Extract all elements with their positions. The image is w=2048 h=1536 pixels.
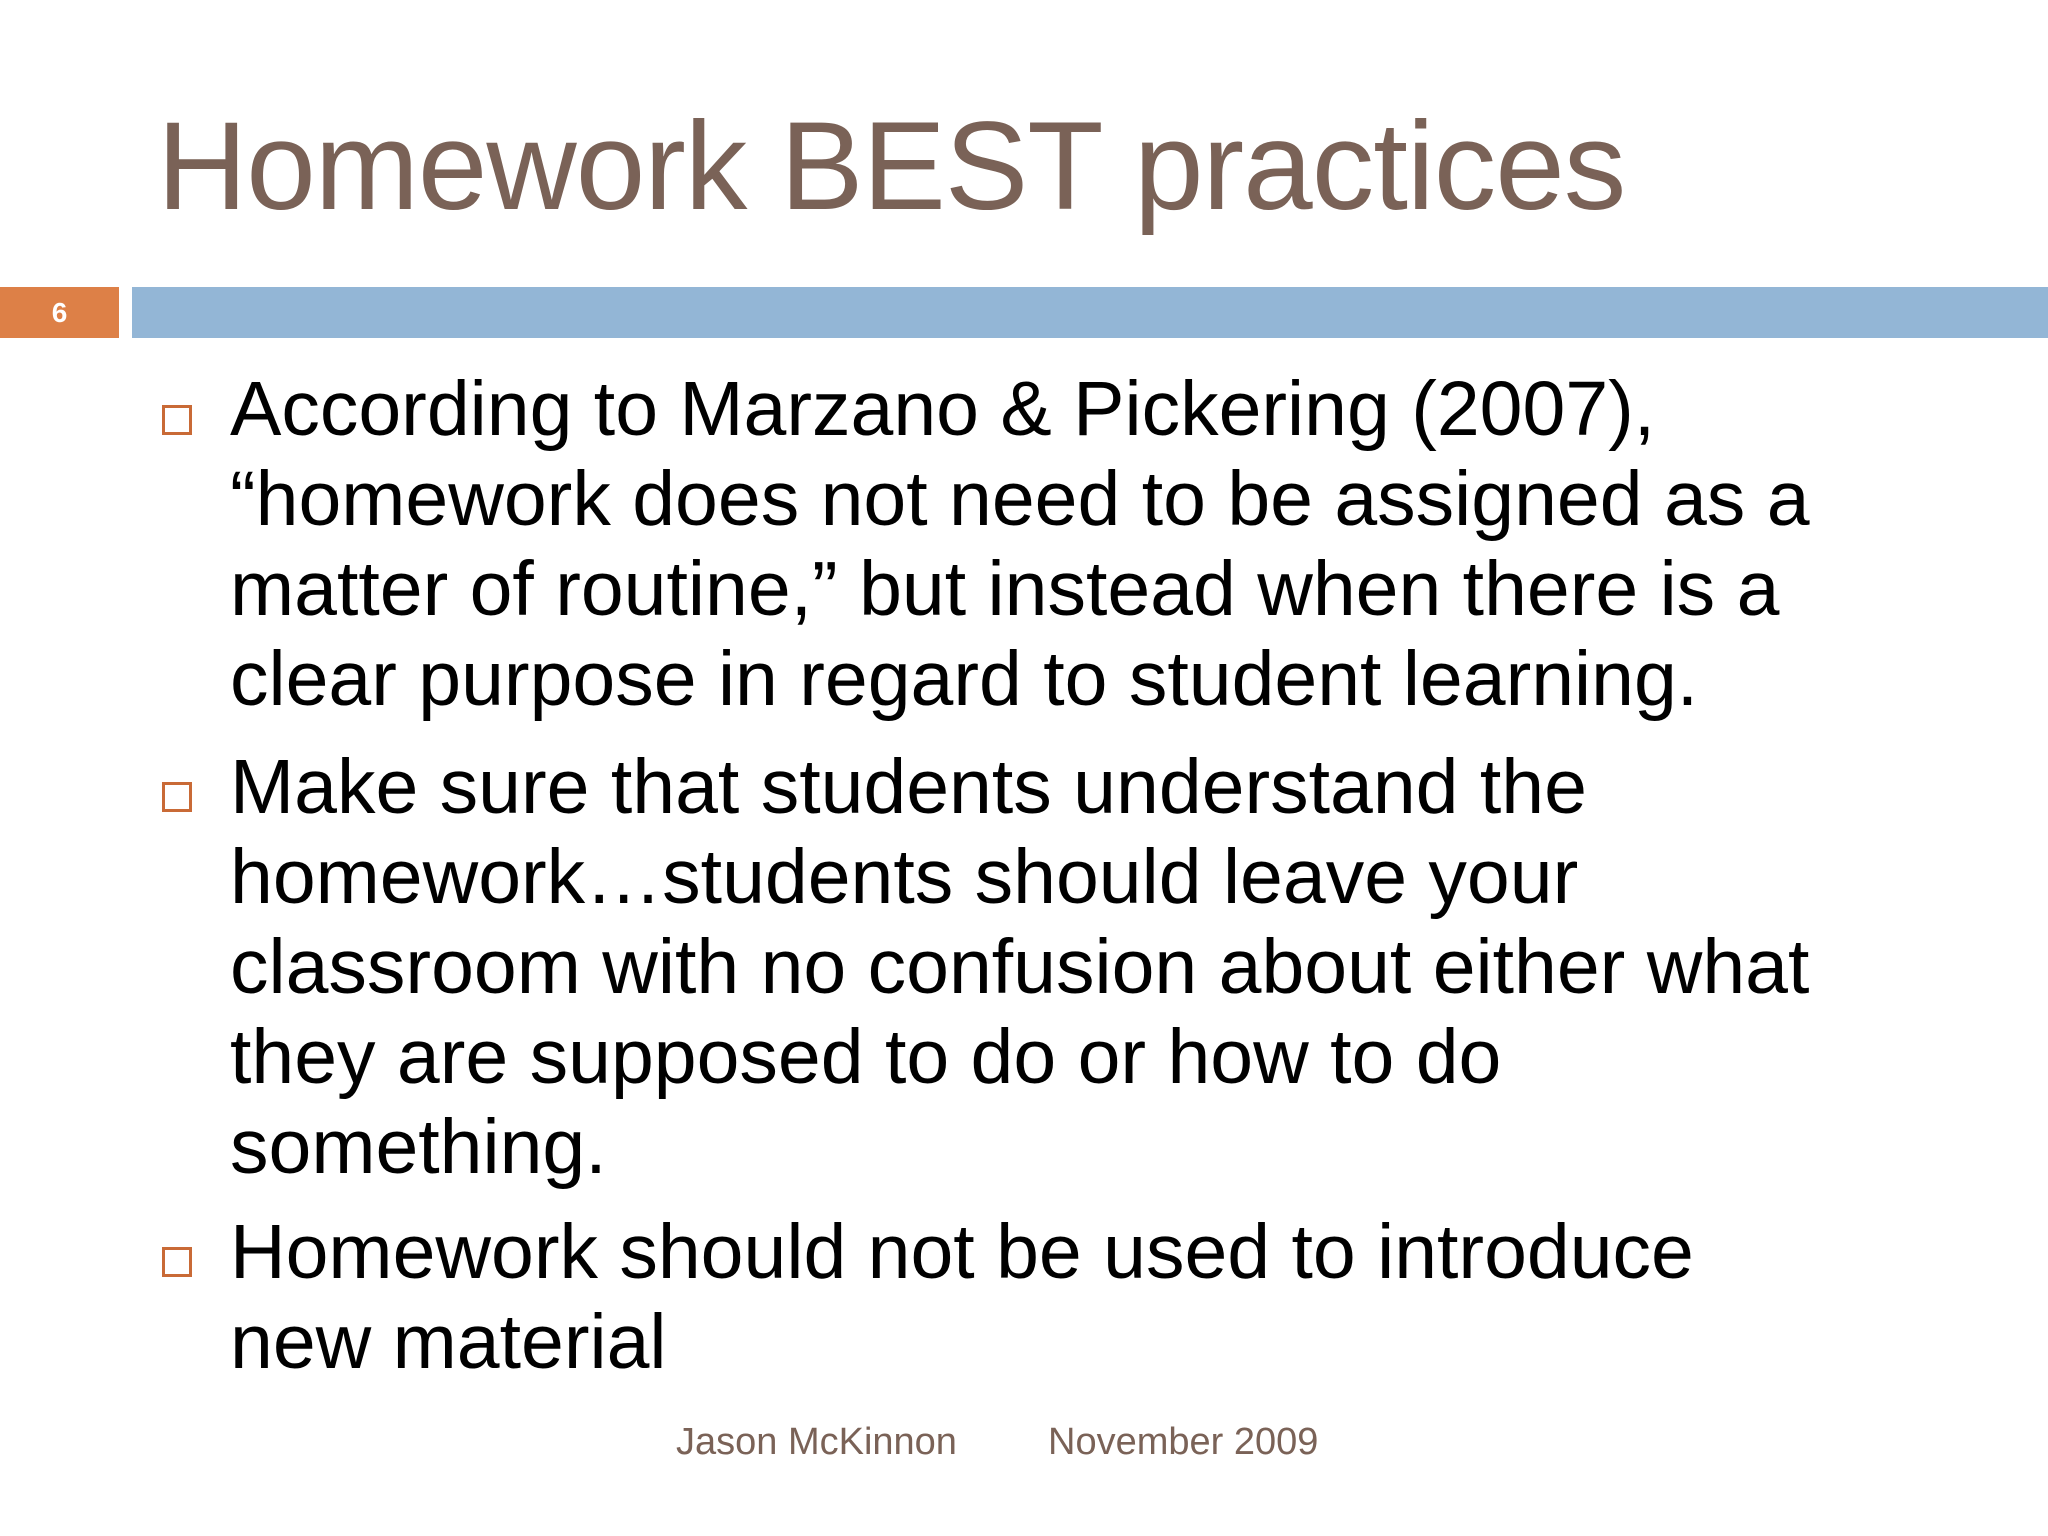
bullet-line: clear purpose in regard to student learning.	[230, 636, 1699, 722]
slide-title: Homework BEST practices	[157, 97, 1626, 236]
bullet-text	[230, 1207, 1930, 1387]
bullet-text	[230, 364, 1930, 724]
bullet-line: homework…students should leave your	[230, 834, 1579, 920]
square-bullet-icon	[162, 405, 192, 435]
bullet-line: something.	[230, 1104, 607, 1190]
bullet-line: new material	[230, 1299, 667, 1385]
footer-author: Jason McKinnon	[676, 1421, 957, 1463]
square-bullet-icon	[162, 1247, 192, 1277]
bullet-text	[230, 742, 1930, 1192]
bullet-line: “homework does not need to be assigned as a	[230, 456, 1810, 542]
bullet-line: they are supposed to do or how to do	[230, 1014, 1502, 1100]
title-rule-bar	[132, 287, 2048, 338]
bullet-line: Homework should not be used to introduce	[230, 1209, 1694, 1295]
bullet-line: matter of routine,” but instead when there is a	[230, 546, 1780, 632]
slide-number: 6	[51, 297, 68, 328]
bullet-line: Make sure that students understand the	[230, 744, 1587, 830]
bullet-line: According to Marzano & Pickering (2007),	[230, 366, 1656, 452]
bullet-line: classroom with no confusion about either what	[230, 924, 1810, 1010]
square-bullet-icon	[162, 782, 192, 812]
footer-date: November 2009	[1048, 1421, 1319, 1463]
